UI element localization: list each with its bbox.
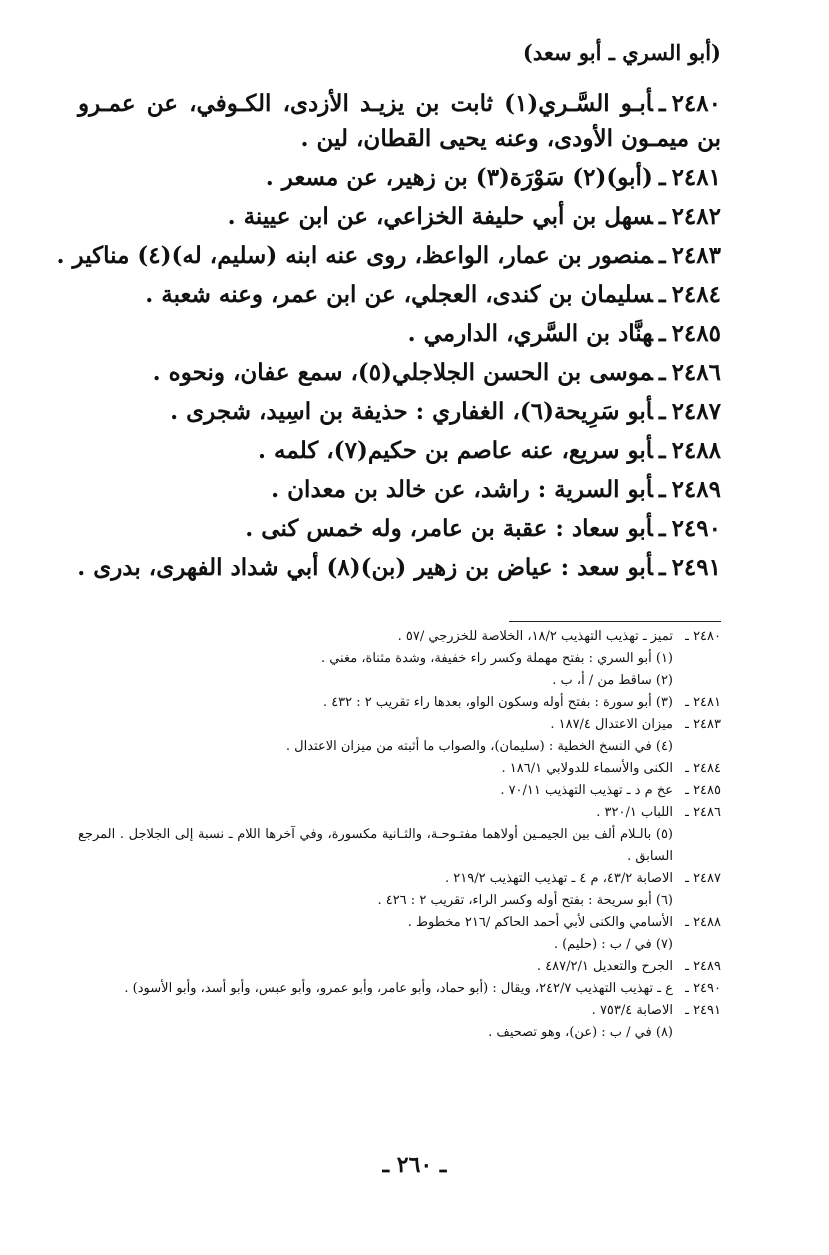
entry-text: أبو السرية : راشد، عن خالد بن معدان . [271, 476, 653, 503]
footnote-text: (٥) بالـلام ألف بين الجيمـين أولاهما مفتـوحـة، والثـانية مكسورة، وفي آخرها اللام ـ نسبة إلى الجلاجل . المرجع السابق . [78, 827, 673, 864]
entry-number: ٢٤٩١ [671, 554, 721, 581]
footnote-entry-number [673, 670, 721, 692]
entry-number: ٢٤٨٧ [671, 398, 721, 425]
entry-dash: ـ [658, 359, 666, 386]
footnote-text: الكنى والأسماء للدولابي ١٨٦/١ . [501, 761, 673, 776]
entry [56, 238, 721, 273]
footnote [78, 890, 721, 912]
footnote-text: الأسامي والكنى لأبي أحمد الحاكم /٢١٦ مخطوط . [407, 915, 673, 930]
footnote-entry-number: ٢٤٨٧ ـ [685, 871, 721, 886]
entry-dash: ـ [658, 281, 666, 308]
entry-number: ٢٤٨٦ [671, 359, 721, 386]
footnote-entry-number [673, 934, 721, 956]
entry [78, 550, 721, 585]
footnote [78, 934, 721, 956]
entry-text: أبو سَرِيحة(٦)، الغفاري : حذيفة بن اسِيد، شجرى . [170, 398, 653, 425]
entry-text: هنَّاد بن السَّري، الدارمي . [407, 320, 653, 347]
footnote-text: (١) أبو السري : بفتح مهملة وكسر راء خفيفة، وشدة مثناة، مغني . [320, 651, 673, 666]
footnote-entry-number: ٢٤٨٤ ـ [685, 761, 721, 776]
footnote-entry-number [673, 648, 721, 670]
footnote [78, 670, 721, 692]
entry-dash: ـ [658, 203, 666, 230]
footnote [78, 692, 721, 714]
footnote-entry-number: ٢٤٨٣ ـ [685, 717, 721, 732]
footnote-text: تميز ـ تهذيب التهذيب ١٨/٢، الخلاصة للخزرجي /٥٧ . [397, 629, 673, 644]
footnote-text: عخ م د ـ تهذيب التهذيب ٧٠/١١ . [500, 783, 673, 798]
footnote-entry-number: ٢٤٨٦ ـ [685, 805, 721, 820]
entry-text: أبـو السَّـري(١) ثابت بن يزيـد الأزدى، الكـوفي، عن عمـرو بن ميمـون الأودى، وعنه يحيى القطان، لين . [78, 90, 721, 152]
entry-text: موسى بن الحسن الجلاجلي(٥)، سمع عفان، ونحوه . [152, 359, 653, 386]
footnote-text: (٣) أبو سورة : بفتح أوله وسكون الواو، بعدها راء تقريب ٢ : ٤٣٢ . [322, 695, 673, 710]
entry-text: منصور بن عمار، الواعظ، روى عنه ابنه (سليم، له)(٤) مناكير . [56, 242, 653, 269]
entry-text: (أبو)(٢) سَوْرَة(٣) بن زهير، عن مسعر . [265, 164, 653, 191]
entry-number: ٢٤٩٠ [671, 515, 721, 542]
running-head: (أبو السري ـ أبو سعد) [522, 40, 721, 65]
entry-number: ٢٤٨٤ [671, 281, 721, 308]
footnote-text: (٧) في / ب : (حليم) . [553, 937, 673, 952]
footnote [78, 956, 721, 978]
footnote-entry-number [673, 824, 721, 868]
page-number: ـ ٢٦٠ ـ [382, 1152, 447, 1178]
footnote-text: الاصابة ٧٥٣/٤ . [591, 1003, 673, 1018]
entry-dash: ـ [658, 320, 666, 347]
entry-text: أبو سعاد : عقبة بن عامر، وله خمس كنى . [245, 515, 653, 542]
footnote-text: (٢) ساقط من / أ، ب . [552, 673, 673, 688]
footnote [78, 780, 721, 802]
entry-text: سليمان بن كندى، العجلي، عن ابن عمر، وعنه شعبة . [145, 281, 653, 308]
footnote-text: الجرح والتعديل ٤٨٧/٢/١ . [536, 959, 673, 974]
footnote [78, 1022, 721, 1044]
footnote-list [78, 626, 721, 1044]
footnote-entry-number: ٢٤٨٩ ـ [685, 959, 721, 974]
footnote [78, 824, 721, 868]
footnote [78, 648, 721, 670]
footnote-text: (٤) في النسخ الخطية : (سليمان)، والصواب ما أثبته من ميزان الاعتدال . [285, 739, 673, 754]
footnote-entry-number [673, 890, 721, 912]
footnote [78, 758, 721, 780]
footnote [78, 736, 721, 758]
footnote [78, 912, 721, 934]
footnote-entry-number: ٢٤٨٠ ـ [685, 629, 721, 644]
entry-dash: ـ [658, 476, 666, 503]
entry-number: ٢٤٨١ [671, 164, 721, 191]
entry [78, 511, 721, 546]
footnote-entry-number: ٢٤٩٠ ـ [685, 981, 721, 996]
footnote-text: ع ـ تهذيب التهذيب ٢٤٢/٧، ويقال : (أبو حماد، وأبو عامر، وأبو عمرو، وأبو عبس، وأبو أسد، وأبو الأسود) . [124, 981, 673, 996]
footnote [78, 868, 721, 890]
entry-number: ٢٤٨٢ [671, 203, 721, 230]
entry-dash: ـ [658, 398, 666, 425]
entry-text: أبو سريع، عنه عاصم بن حكيم(٧)، كلمه . [258, 437, 653, 464]
entry [78, 277, 721, 312]
entry-dash: ـ [658, 242, 666, 269]
entry-dash: ـ [658, 90, 666, 117]
entry-number: ٢٤٨٥ [671, 320, 721, 347]
footnote-entry-number [673, 1022, 721, 1044]
entry [78, 199, 721, 234]
footnote-text: (٦) أبو سريحة : بفتح أوله وكسر الراء، تقريب ٢ : ٤٢٦ . [377, 893, 673, 908]
entry-number: ٢٤٨٨ [671, 437, 721, 464]
entry-list [56, 86, 721, 589]
entry-number: ٢٤٨٣ [671, 242, 721, 269]
entry-text: سهل بن أبي حليفة الخزاعي، عن ابن عيينة . [227, 203, 653, 230]
entry [78, 160, 721, 195]
entry [78, 394, 721, 429]
footnote-text: الاصابة ٤٣/٢، م ٤ ـ تهذيب التهذيب ٢١٩/٢ . [444, 871, 673, 886]
entry-text: أبو سعد : عياض بن زهير (بن)(٨) أبي شداد الفهرى، بدرى . [77, 554, 653, 581]
footnote-entry-number: ٢٤٨١ ـ [685, 695, 721, 710]
footnote-text: اللباب ٣٢٠/١ . [596, 805, 673, 820]
entry-dash: ـ [658, 437, 666, 464]
footnote [78, 802, 721, 824]
entry [78, 472, 721, 507]
entry-dash: ـ [658, 515, 666, 542]
entry [78, 433, 721, 468]
entry-dash: ـ [658, 164, 666, 191]
footnote [78, 978, 721, 1000]
footnote-entry-number [673, 736, 721, 758]
footnote [78, 1000, 721, 1022]
footnote-text: (٨) في / ب : (عن)، وهو تصحيف . [488, 1025, 673, 1040]
footnote [78, 626, 721, 648]
entry [78, 86, 721, 156]
footnote [78, 714, 721, 736]
footnote-entry-number: ٢٤٨٥ ـ [685, 783, 721, 798]
footnote-entry-number: ٢٤٨٨ ـ [685, 915, 721, 930]
entry-number: ٢٤٨٩ [671, 476, 721, 503]
footnote-text: ميزان الاعتدال ١٨٧/٤ . [550, 717, 673, 732]
entry-dash: ـ [658, 554, 666, 581]
entry-number: ٢٤٨٠ [671, 90, 721, 117]
entry [78, 355, 721, 390]
entry [78, 316, 721, 351]
footnote-divider [509, 621, 721, 622]
footnote-entry-number: ٢٤٩١ ـ [685, 1003, 721, 1018]
